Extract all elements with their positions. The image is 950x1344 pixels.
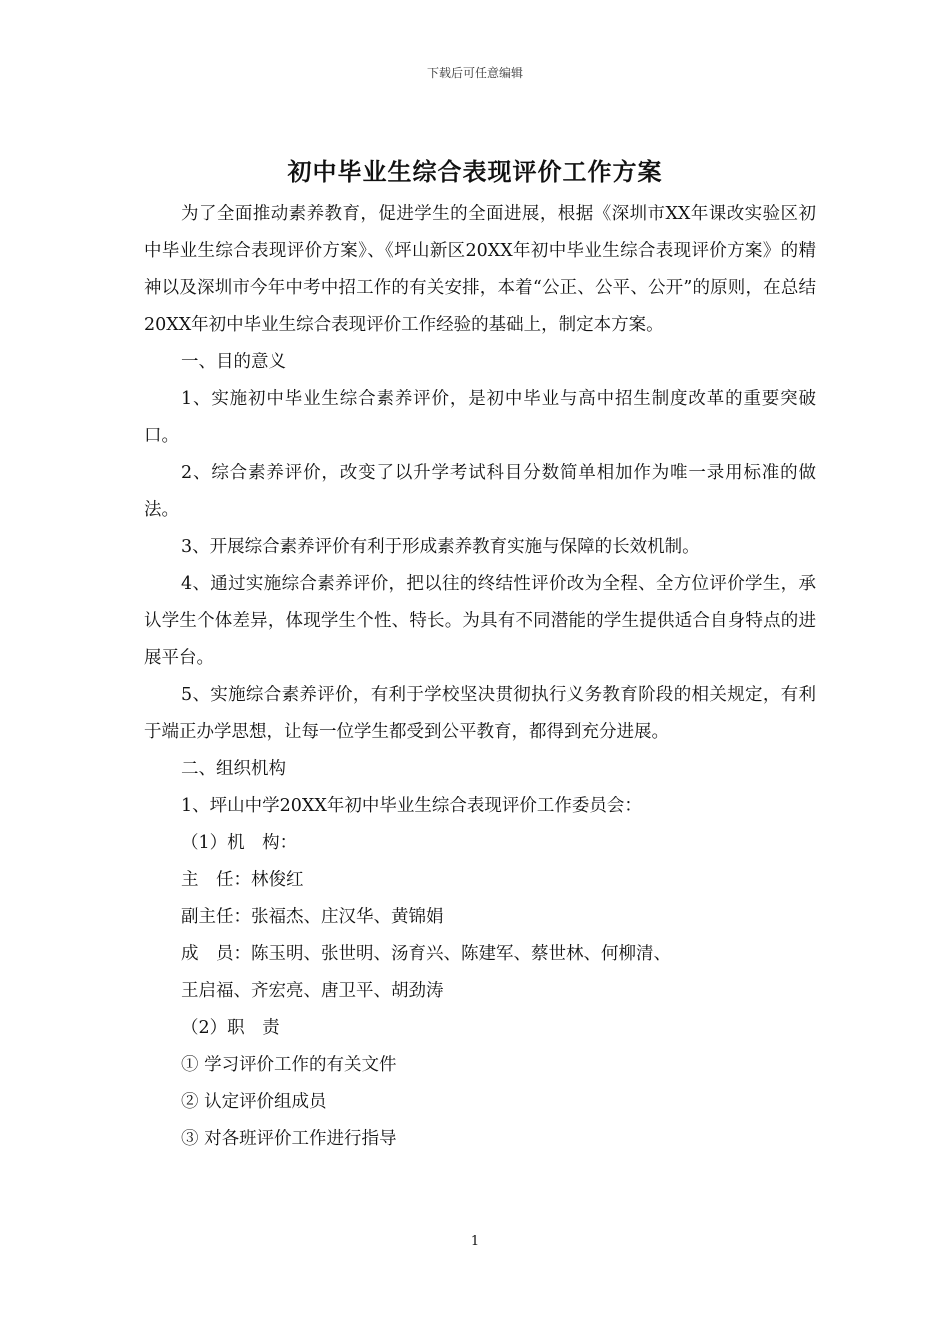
page-header: 下载后可任意编辑 — [426, 66, 523, 80]
structure-label: （1）机 构： — [181, 833, 298, 853]
committee-members-line-1: 成 员：陈玉明、张世明、汤育兴、陈建军、蔡世林、何柳清、 — [181, 944, 671, 964]
committee-deputy: 副主任：张福杰、庄汉华、黄锦娟 — [181, 907, 444, 927]
duty-item-1: ① 学习评价工作的有关文件 — [181, 1055, 397, 1075]
purpose-item-2: 2、综合素养评价，改变了以升学考试科目分数简单相加作为唯一录用标准的做法。 — [144, 463, 816, 520]
committee-heading: 1、坪山中学20XX年初中毕业生综合表现评价工作委员会： — [181, 796, 642, 816]
section-heading-purpose: 一、目的意义 — [181, 352, 286, 372]
intro-paragraph: 为了全面推动素养教育，促进学生的全面进展，根据《深圳市XX年课改实验区初中毕业生综合表现评价方案》、《坪山新区20XX年初中毕业生综合表现评价方案》的精神以及深圳市今年中考中招工作的有关安排，本着“公正、公平、公开”的原则，在总结20XX年初中毕业生综合表现评价工作经验的基础上，制定本方案。 — [144, 204, 816, 335]
document-body — [144, 196, 816, 1158]
section-heading-organization: 二、组织机构 — [181, 759, 286, 779]
purpose-item-1: 1、实施初中毕业生综合素养评价，是初中毕业与高中招生制度改革的重要突破口。 — [144, 389, 816, 446]
duty-item-3: ③ 对各班评价工作进行指导 — [181, 1129, 397, 1149]
document-title: 初中毕业生综合表现评价工作方案 — [287, 157, 663, 186]
purpose-item-3: 3、开展综合素养评价有利于形成素养教育实施与保障的长效机制。 — [181, 537, 700, 557]
committee-members-line-2: 王启福、齐宏亮、唐卫平、胡劲涛 — [181, 981, 444, 1001]
duties-label: （2）职 责 — [181, 1018, 280, 1038]
purpose-item-4: 4、通过实施综合素养评价，把以往的终结性评价改为全程、全方位评价学生，承认学生个体差异，体现学生个性、特长。为具有不同潜能的学生提供适合自身特点的进展平台。 — [144, 574, 816, 668]
duty-item-2: ② 认定评价组成员 — [181, 1092, 327, 1112]
committee-director: 主 任：林俊红 — [181, 870, 304, 890]
page-number: 1 — [470, 1234, 480, 1249]
purpose-item-5: 5、实施综合素养评价，有利于学校坚决贯彻执行义务教育阶段的相关规定，有利于端正办学思想，让每一位学生都受到公平教育，都得到充分进展。 — [144, 685, 816, 742]
